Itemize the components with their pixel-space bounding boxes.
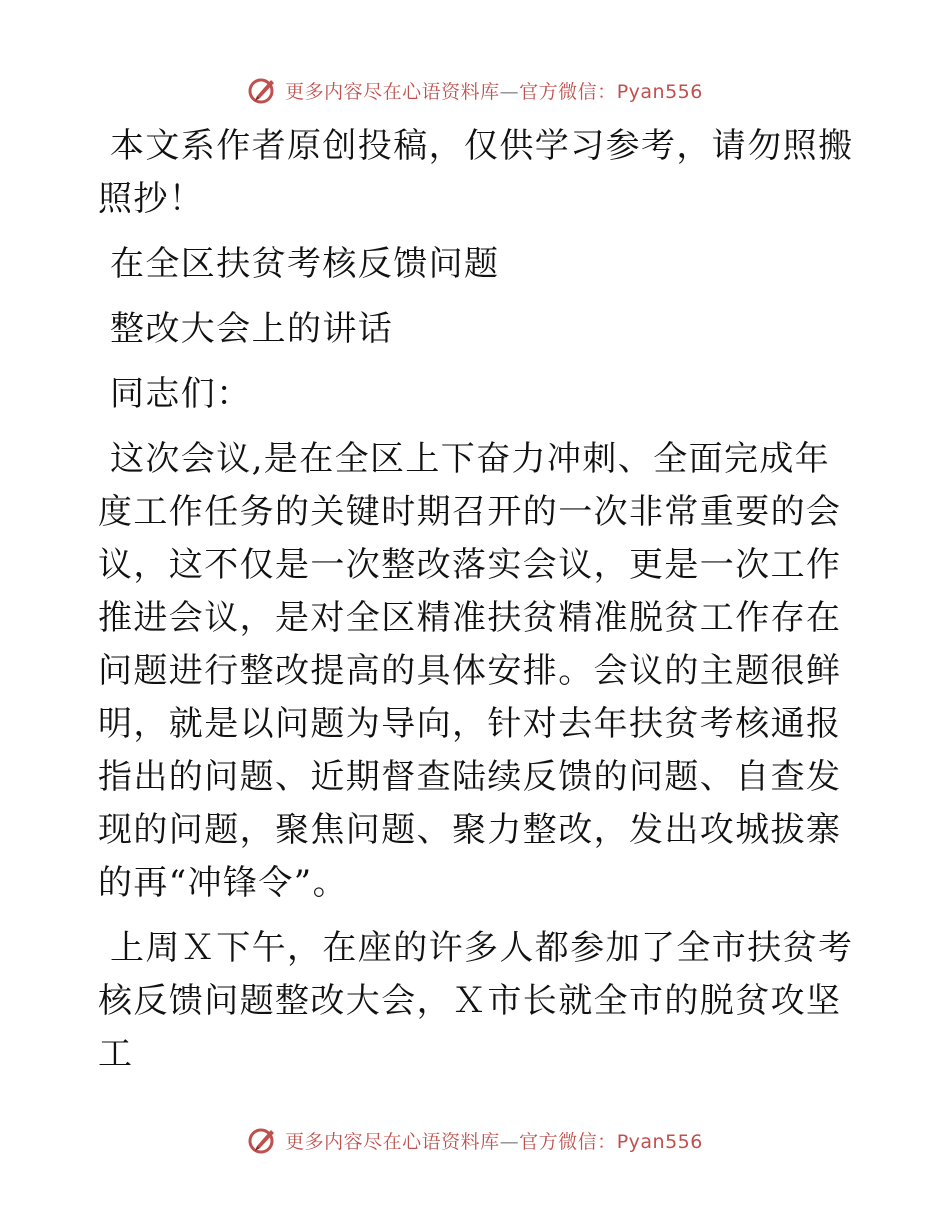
watermark-text: 更多内容尽在心语资料库—官方微信：Pyan556 (285, 80, 703, 103)
copyright-notice: 本文系作者原创投稿，仅供学习参考，请勿照搬照抄！ (98, 126, 854, 219)
quill-pen-logo-icon (247, 1124, 279, 1156)
footer-watermark (0, 1120, 950, 1160)
speech-title-line-1: 在全区扶贫考核反馈问题 (110, 244, 500, 284)
speech-title-line-2: 整改大会上的讲话 (110, 309, 394, 349)
body-paragraph-2: 上周Ｘ下午，在座的许多人都参加了全市扶贫考核反馈问题整改大会，Ｘ市长就全市的脱贫攻坚工 (98, 928, 854, 1074)
header-watermark (0, 70, 950, 110)
salutation: 同志们： (110, 374, 252, 414)
watermark-text: 更多内容尽在心语资料库—官方微信：Pyan556 (285, 1130, 703, 1153)
document-body (98, 120, 858, 1093)
body-paragraph-1: 这次会议,是在全区上下奋力冲刺、全面完成年度工作任务的关键时期召开的一次非常重要的会议，这不仅是一次整改落实会议，更是一次工作推进会议，是对全区精准扶贫精准脱贫工作存在问题进行整改提高的具体安排。会议的主题很鲜明，就是以问题为导向，针对去年扶贫考核通报指出的问题、近期督查陆续反馈的问题、自查发现的问题，聚焦问题、聚力整改，发出攻城拔寨的再“冲锋令”。 (98, 439, 842, 903)
quill-pen-logo-icon (247, 74, 279, 106)
